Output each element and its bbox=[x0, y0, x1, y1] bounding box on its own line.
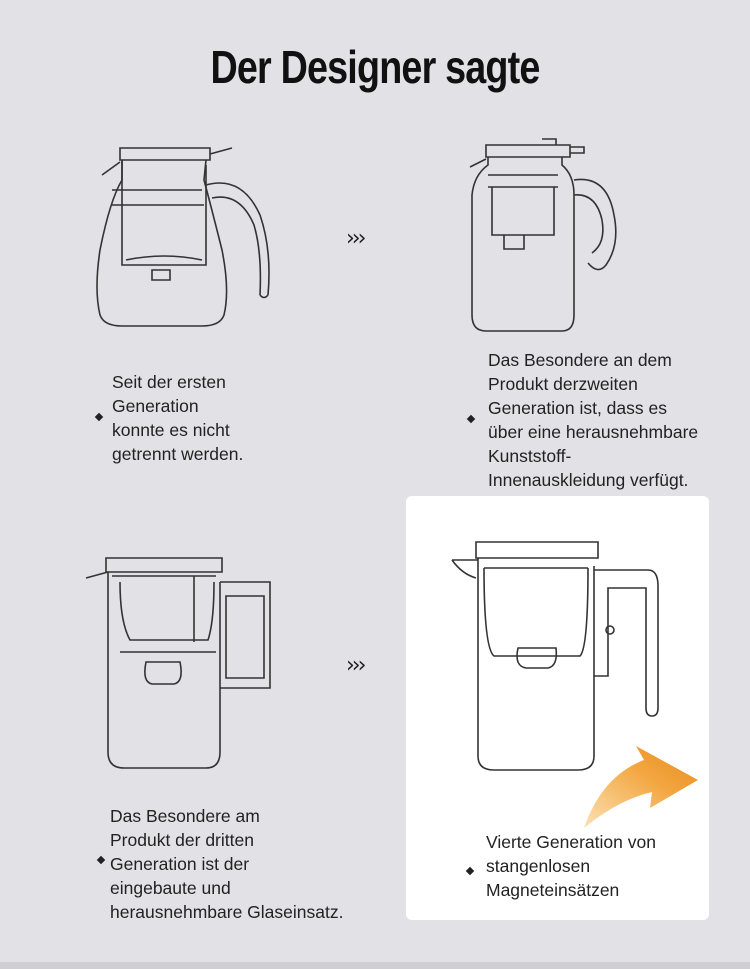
second-generation-description: Das Besondere an dem Produkt derzweiten Generation ist, dass es über eine herausnehmbare Kunststoff- Innenauskleidung verfügt. bbox=[488, 350, 699, 490]
arrow-right-icon: ››› bbox=[346, 226, 364, 251]
orange-curved-arrow-icon bbox=[574, 716, 704, 836]
bullet-marker bbox=[95, 413, 103, 421]
bottom-divider bbox=[0, 962, 750, 969]
fourth-generation-description: Vierte Generation von stangenlosen Magneteinsätzen bbox=[486, 832, 656, 900]
second-generation-teapot-illustration bbox=[462, 135, 622, 335]
first-generation-description: Seit der ersten Generation konnte es nicht getrennt werden. bbox=[112, 372, 244, 464]
arrow-right-icon: ››› bbox=[346, 653, 364, 678]
first-generation-teapot-illustration bbox=[92, 140, 277, 330]
bullet-marker bbox=[97, 856, 105, 864]
third-generation-teapot-illustration bbox=[80, 552, 275, 774]
third-generation-description: Das Besondere am Produkt der dritten Generation ist der eingebaute und herausnehmbare Glaseinsatz. bbox=[110, 806, 344, 922]
page-title: Der Designer sagte bbox=[210, 41, 540, 93]
bullet-marker bbox=[467, 415, 475, 423]
